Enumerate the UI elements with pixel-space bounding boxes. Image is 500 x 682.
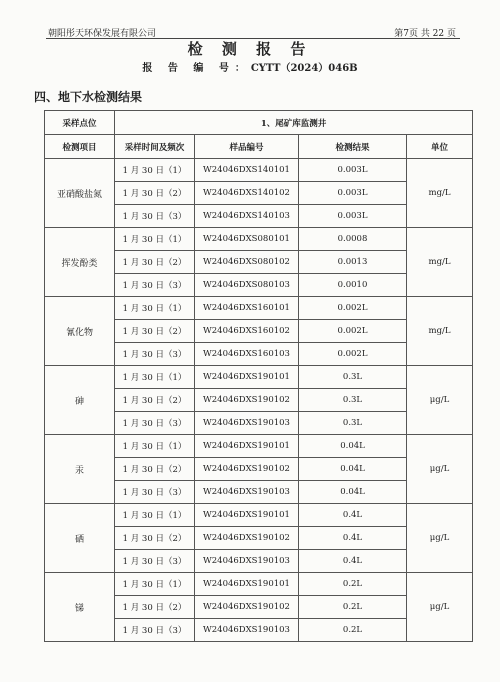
test-item-cell: 挥发酚类 [45, 228, 115, 297]
header-time: 采样时间及频次 [115, 135, 195, 159]
sample-id-cell: W24046DXS190101 [195, 573, 299, 596]
table-row [45, 297, 473, 320]
table-row [45, 228, 473, 251]
result-cell: 0.002L [299, 343, 407, 366]
result-cell: 0.4L [299, 527, 407, 550]
header-item: 检测项目 [45, 135, 115, 159]
header-row-columns [45, 135, 473, 159]
sampling-time-cell: 1 月 30 日（1） [115, 504, 195, 527]
sample-id-cell: W24046DXS190102 [195, 458, 299, 481]
test-item-cell: 锑 [45, 573, 115, 642]
result-cell: 0.3L [299, 366, 407, 389]
result-cell: 0.4L [299, 504, 407, 527]
sample-id-cell: W24046DXS190101 [195, 366, 299, 389]
sampling-time-cell: 1 月 30 日（1） [115, 228, 195, 251]
sample-id-cell: W24046DXS190103 [195, 619, 299, 642]
sampling-time-cell: 1 月 30 日（1） [115, 159, 195, 182]
section-heading: 四、地下水检测结果 [34, 90, 143, 104]
header-sample: 样品编号 [195, 135, 299, 159]
result-cell: 0.002L [299, 320, 407, 343]
sample-id-cell: W24046DXS190103 [195, 550, 299, 573]
test-item-cell: 汞 [45, 435, 115, 504]
unit-cell: μg/L [407, 504, 473, 573]
result-cell: 0.04L [299, 458, 407, 481]
sampling-time-cell: 1 月 30 日（3） [115, 205, 195, 228]
sample-id-cell: W24046DXS140102 [195, 182, 299, 205]
sampling-time-cell: 1 月 30 日（2） [115, 389, 195, 412]
header-row-sampling-point [45, 111, 473, 135]
header-result: 检测结果 [299, 135, 407, 159]
test-item-cell: 硒 [45, 504, 115, 573]
sampling-time-cell: 1 月 30 日（1） [115, 573, 195, 596]
sample-id-cell: W24046DXS140103 [195, 205, 299, 228]
header-point-name: 1、尾矿库监测井 [115, 111, 473, 135]
sample-id-cell: W24046DXS190102 [195, 527, 299, 550]
report-number [0, 59, 500, 74]
result-cell: 0.2L [299, 619, 407, 642]
unit-cell: μg/L [407, 573, 473, 642]
sampling-time-cell: 1 月 30 日（1） [115, 297, 195, 320]
report-number-label: 报 告 编 号： [142, 63, 251, 74]
report-number-value: CYTT（2024）046B [250, 63, 358, 74]
sampling-time-cell: 1 月 30 日（1） [115, 435, 195, 458]
result-cell: 0.003L [299, 182, 407, 205]
table-row [45, 504, 473, 527]
test-item-cell: 砷 [45, 366, 115, 435]
result-cell: 0.3L [299, 389, 407, 412]
groundwater-results-table [44, 110, 473, 642]
page-number: 第7页 共 22 页 [394, 29, 456, 39]
sampling-time-cell: 1 月 30 日（2） [115, 251, 195, 274]
sample-id-cell: W24046DXS080103 [195, 274, 299, 297]
table-row [45, 573, 473, 596]
result-cell: 0.2L [299, 596, 407, 619]
sampling-time-cell: 1 月 30 日（2） [115, 182, 195, 205]
sample-id-cell: W24046DXS160103 [195, 343, 299, 366]
result-cell: 0.4L [299, 550, 407, 573]
sample-id-cell: W24046DXS140101 [195, 159, 299, 182]
sampling-time-cell: 1 月 30 日（3） [115, 274, 195, 297]
table-row [45, 366, 473, 389]
header-sampling-point: 采样点位 [45, 111, 115, 135]
unit-cell: μg/L [407, 366, 473, 435]
table-row [45, 435, 473, 458]
sample-id-cell: W24046DXS080101 [195, 228, 299, 251]
sampling-time-cell: 1 月 30 日（2） [115, 527, 195, 550]
unit-cell: mg/L [407, 228, 473, 297]
table-row [45, 159, 473, 182]
sample-id-cell: W24046DXS080102 [195, 251, 299, 274]
unit-cell: mg/L [407, 297, 473, 366]
sampling-time-cell: 1 月 30 日（1） [115, 366, 195, 389]
sample-id-cell: W24046DXS160102 [195, 320, 299, 343]
sampling-time-cell: 1 月 30 日（2） [115, 320, 195, 343]
result-cell: 0.2L [299, 573, 407, 596]
sampling-time-cell: 1 月 30 日（2） [115, 596, 195, 619]
result-cell: 0.0010 [299, 274, 407, 297]
document-title: 检 测 报 告 [187, 40, 313, 58]
sampling-time-cell: 1 月 30 日（3） [115, 481, 195, 504]
unit-cell: μg/L [407, 435, 473, 504]
result-cell: 0.003L [299, 205, 407, 228]
sample-id-cell: W24046DXS190103 [195, 481, 299, 504]
sample-id-cell: W24046DXS160101 [195, 297, 299, 320]
test-item-cell: 亚硝酸盐氮 [45, 159, 115, 228]
company-name: 朝阳彤天环保发展有限公司 [48, 29, 157, 39]
result-cell: 0.003L [299, 159, 407, 182]
result-cell: 0.3L [299, 412, 407, 435]
sample-id-cell: W24046DXS190102 [195, 389, 299, 412]
result-cell: 0.002L [299, 297, 407, 320]
sample-id-cell: W24046DXS190103 [195, 412, 299, 435]
result-cell: 0.04L [299, 435, 407, 458]
sampling-time-cell: 1 月 30 日（3） [115, 550, 195, 573]
test-item-cell: 氰化物 [45, 297, 115, 366]
header-unit: 单位 [407, 135, 473, 159]
result-cell: 0.0013 [299, 251, 407, 274]
sample-id-cell: W24046DXS190101 [195, 435, 299, 458]
result-cell: 0.0008 [299, 228, 407, 251]
sampling-time-cell: 1 月 30 日（2） [115, 458, 195, 481]
sampling-time-cell: 1 月 30 日（3） [115, 412, 195, 435]
sample-id-cell: W24046DXS190102 [195, 596, 299, 619]
sampling-time-cell: 1 月 30 日（3） [115, 343, 195, 366]
unit-cell: mg/L [407, 159, 473, 228]
result-cell: 0.04L [299, 481, 407, 504]
sampling-time-cell: 1 月 30 日（3） [115, 619, 195, 642]
sample-id-cell: W24046DXS190101 [195, 504, 299, 527]
